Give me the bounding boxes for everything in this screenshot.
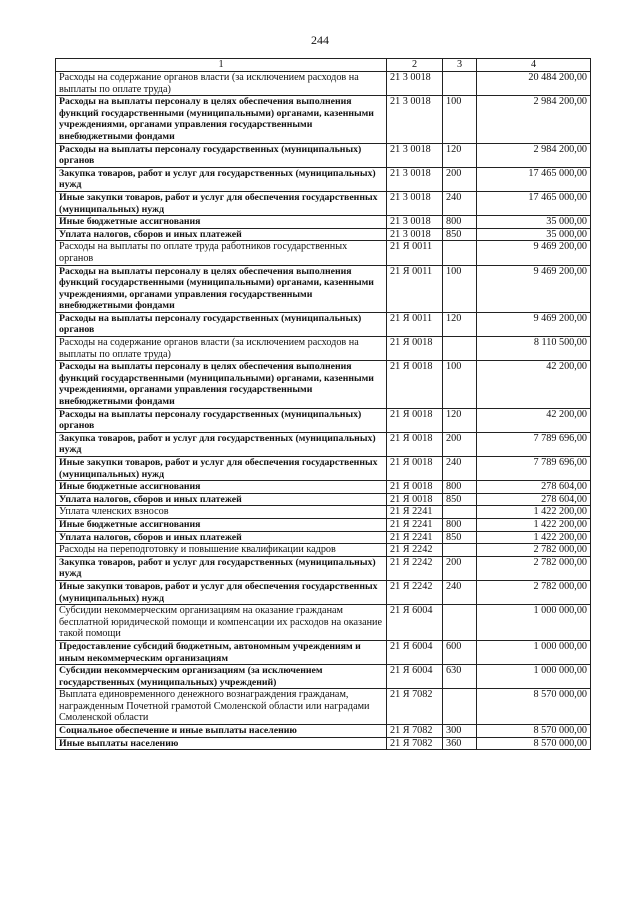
table-header-row <box>56 59 591 72</box>
row-name-cell: Расходы на выплаты по оплате труда работников государственных органов <box>56 241 387 265</box>
row-type-cell: 800 <box>443 481 477 494</box>
table-row <box>56 312 591 336</box>
table-row <box>56 493 591 506</box>
row-type-cell: 200 <box>443 432 477 456</box>
row-code-cell: 21 Я 6004 <box>387 665 443 689</box>
table-row <box>56 665 591 689</box>
table-row <box>56 216 591 229</box>
row-code-cell: 21 Я 0018 <box>387 408 443 432</box>
header-col-4: 4 <box>477 59 591 72</box>
row-code-cell: 21 Я 0018 <box>387 432 443 456</box>
row-code-cell: 21 Я 7082 <box>387 689 443 725</box>
row-type-cell: 200 <box>443 556 477 580</box>
row-name-cell: Расходы на выплаты персоналу государственных (муниципальных) органов <box>56 408 387 432</box>
budget-table <box>55 58 591 750</box>
row-code-cell: 21 3 0018 <box>387 191 443 215</box>
row-code-cell: 21 Я 7082 <box>387 725 443 738</box>
row-amount-cell: 2 984 200,00 <box>477 143 591 167</box>
table-row <box>56 241 591 265</box>
row-type-cell: 200 <box>443 167 477 191</box>
row-code-cell: 21 Я 0011 <box>387 312 443 336</box>
row-name-cell: Предоставление субсидий бюджетным, автономным учреждениям и иным некоммерческим организациям <box>56 640 387 664</box>
row-code-cell: 21 Я 2242 <box>387 556 443 580</box>
table-row <box>56 531 591 544</box>
table-row <box>56 689 591 725</box>
row-type-cell: 240 <box>443 457 477 481</box>
row-amount-cell: 2 782 000,00 <box>477 580 591 604</box>
table-row <box>56 605 591 641</box>
table-row <box>56 228 591 241</box>
row-amount-cell: 9 469 200,00 <box>477 312 591 336</box>
row-name-cell: Уплата налогов, сборов и иных платежей <box>56 493 387 506</box>
row-type-cell: 100 <box>443 265 477 312</box>
row-type-cell <box>443 241 477 265</box>
row-code-cell: 21 3 0018 <box>387 96 443 143</box>
row-name-cell: Иные бюджетные ассигнования <box>56 518 387 531</box>
row-type-cell <box>443 506 477 519</box>
row-name-cell: Уплата налогов, сборов и иных платежей <box>56 228 387 241</box>
row-code-cell: 21 Я 2241 <box>387 531 443 544</box>
row-amount-cell: 35 000,00 <box>477 228 591 241</box>
row-code-cell: 21 3 0018 <box>387 167 443 191</box>
row-name-cell: Расходы на переподготовку и повышение квалификации кадров <box>56 544 387 557</box>
table-row <box>56 432 591 456</box>
table-row <box>56 481 591 494</box>
row-name-cell: Уплата налогов, сборов и иных платежей <box>56 531 387 544</box>
row-amount-cell: 2 782 000,00 <box>477 544 591 557</box>
row-code-cell: 21 Я 6004 <box>387 605 443 641</box>
row-name-cell: Субсидии некоммерческим организациям на оказание гражданам бесплатной юридической помощи и компенсации их расходов на оказание такой помощи <box>56 605 387 641</box>
table-row <box>56 167 591 191</box>
header-col-1: 1 <box>56 59 387 72</box>
row-name-cell: Уплата членских взносов <box>56 506 387 519</box>
row-name-cell: Иные закупки товаров, работ и услуг для обеспечения государственных (муниципальных) нужд <box>56 191 387 215</box>
row-type-cell: 120 <box>443 143 477 167</box>
row-code-cell: 21 Я 0018 <box>387 337 443 361</box>
row-amount-cell: 278 604,00 <box>477 493 591 506</box>
row-type-cell: 360 <box>443 737 477 750</box>
row-amount-cell: 17 465 000,00 <box>477 191 591 215</box>
row-type-cell: 300 <box>443 725 477 738</box>
row-name-cell: Расходы на содержание органов власти (за исключением расходов на выплаты по оплате труда) <box>56 72 387 96</box>
header-col-3: 3 <box>443 59 477 72</box>
table-row <box>56 337 591 361</box>
row-name-cell: Расходы на содержание органов власти (за исключением расходов на выплаты по оплате труда) <box>56 337 387 361</box>
row-type-cell: 850 <box>443 493 477 506</box>
row-amount-cell: 2 782 000,00 <box>477 556 591 580</box>
row-amount-cell: 7 789 696,00 <box>477 432 591 456</box>
row-type-cell: 120 <box>443 312 477 336</box>
row-code-cell: 21 Я 0018 <box>387 493 443 506</box>
table-row <box>56 737 591 750</box>
row-code-cell: 21 3 0018 <box>387 143 443 167</box>
row-code-cell: 21 Я 6004 <box>387 640 443 664</box>
row-type-cell: 240 <box>443 580 477 604</box>
row-amount-cell: 42 200,00 <box>477 408 591 432</box>
row-amount-cell: 9 469 200,00 <box>477 265 591 312</box>
row-type-cell: 600 <box>443 640 477 664</box>
row-type-cell: 800 <box>443 216 477 229</box>
row-name-cell: Закупка товаров, работ и услуг для государственных (муниципальных) нужд <box>56 556 387 580</box>
row-name-cell: Иные бюджетные ассигнования <box>56 481 387 494</box>
row-code-cell: 21 Я 2242 <box>387 544 443 557</box>
row-type-cell <box>443 605 477 641</box>
row-code-cell: 21 3 0018 <box>387 228 443 241</box>
table-row <box>56 725 591 738</box>
row-amount-cell: 1 422 200,00 <box>477 506 591 519</box>
table-row <box>56 96 591 143</box>
row-type-cell: 800 <box>443 518 477 531</box>
row-code-cell: 21 Я 2241 <box>387 506 443 519</box>
table-row <box>56 72 591 96</box>
row-code-cell: 21 3 0018 <box>387 216 443 229</box>
row-amount-cell: 35 000,00 <box>477 216 591 229</box>
row-type-cell <box>443 689 477 725</box>
row-amount-cell: 7 789 696,00 <box>477 457 591 481</box>
row-code-cell: 21 Я 2242 <box>387 580 443 604</box>
row-amount-cell: 17 465 000,00 <box>477 167 591 191</box>
row-name-cell: Расходы на выплаты персоналу в целях обеспечения выполнения функций государственными (муниципальными) органами, казенными учреждениями, органами управления государственными внебюджетными фондами <box>56 96 387 143</box>
table-row <box>56 191 591 215</box>
row-name-cell: Субсидии некоммерческим организациям (за исключением государственных (муниципальных) учреждений) <box>56 665 387 689</box>
row-amount-cell: 1 000 000,00 <box>477 605 591 641</box>
page-number: 244 <box>311 33 329 47</box>
row-code-cell: 21 Я 7082 <box>387 737 443 750</box>
row-name-cell: Закупка товаров, работ и услуг для государственных (муниципальных) нужд <box>56 167 387 191</box>
row-amount-cell: 1 422 200,00 <box>477 518 591 531</box>
header-col-2: 2 <box>387 59 443 72</box>
row-amount-cell: 8 570 000,00 <box>477 725 591 738</box>
row-code-cell: 21 Я 0018 <box>387 361 443 408</box>
row-type-cell <box>443 72 477 96</box>
row-code-cell: 21 Я 0018 <box>387 457 443 481</box>
row-name-cell: Расходы на выплаты персоналу в целях обеспечения выполнения функций государственными (муниципальными) органами, казенными учреждениями, органами управления государственными внебюджетными фондами <box>56 265 387 312</box>
row-type-cell: 120 <box>443 408 477 432</box>
row-amount-cell: 42 200,00 <box>477 361 591 408</box>
row-amount-cell: 278 604,00 <box>477 481 591 494</box>
row-name-cell: Расходы на выплаты персоналу в целях обеспечения выполнения функций государственными (муниципальными) органами, казенными учреждениями, органами управления государственными внебюджетными фондами <box>56 361 387 408</box>
row-code-cell: 21 Я 0018 <box>387 481 443 494</box>
row-type-cell: 240 <box>443 191 477 215</box>
row-amount-cell: 9 469 200,00 <box>477 241 591 265</box>
row-name-cell: Выплата единовременного денежного вознаграждения гражданам, награжденным Почетной грамотой Смоленской области или наградами Смоленской области <box>56 689 387 725</box>
row-amount-cell: 1 000 000,00 <box>477 640 591 664</box>
row-amount-cell: 8 570 000,00 <box>477 737 591 750</box>
table-row <box>56 143 591 167</box>
row-code-cell: 21 3 0018 <box>387 72 443 96</box>
row-type-cell: 100 <box>443 96 477 143</box>
row-amount-cell: 8 570 000,00 <box>477 689 591 725</box>
table-row <box>56 361 591 408</box>
row-name-cell: Иные бюджетные ассигнования <box>56 216 387 229</box>
row-type-cell: 850 <box>443 531 477 544</box>
row-amount-cell: 1 000 000,00 <box>477 665 591 689</box>
row-type-cell <box>443 337 477 361</box>
row-type-cell: 630 <box>443 665 477 689</box>
table-row <box>56 580 591 604</box>
table-row <box>56 506 591 519</box>
row-amount-cell: 2 984 200,00 <box>477 96 591 143</box>
row-type-cell: 850 <box>443 228 477 241</box>
row-type-cell: 100 <box>443 361 477 408</box>
row-name-cell: Закупка товаров, работ и услуг для государственных (муниципальных) нужд <box>56 432 387 456</box>
row-amount-cell: 8 110 500,00 <box>477 337 591 361</box>
table-row <box>56 544 591 557</box>
row-amount-cell: 1 422 200,00 <box>477 531 591 544</box>
table-row <box>56 265 591 312</box>
row-code-cell: 21 Я 0011 <box>387 265 443 312</box>
table-row <box>56 457 591 481</box>
table-row <box>56 556 591 580</box>
row-type-cell <box>443 544 477 557</box>
row-name-cell: Социальное обеспечение и иные выплаты населению <box>56 725 387 738</box>
row-name-cell: Расходы на выплаты персоналу государственных (муниципальных) органов <box>56 143 387 167</box>
row-name-cell: Расходы на выплаты персоналу государственных (муниципальных) органов <box>56 312 387 336</box>
row-code-cell: 21 Я 0011 <box>387 241 443 265</box>
row-amount-cell: 20 484 200,00 <box>477 72 591 96</box>
table-row <box>56 518 591 531</box>
row-name-cell: Иные выплаты населению <box>56 737 387 750</box>
row-name-cell: Иные закупки товаров, работ и услуг для обеспечения государственных (муниципальных) нужд <box>56 580 387 604</box>
table-row <box>56 408 591 432</box>
table-row <box>56 640 591 664</box>
row-code-cell: 21 Я 2241 <box>387 518 443 531</box>
row-name-cell: Иные закупки товаров, работ и услуг для обеспечения государственных (муниципальных) нужд <box>56 457 387 481</box>
